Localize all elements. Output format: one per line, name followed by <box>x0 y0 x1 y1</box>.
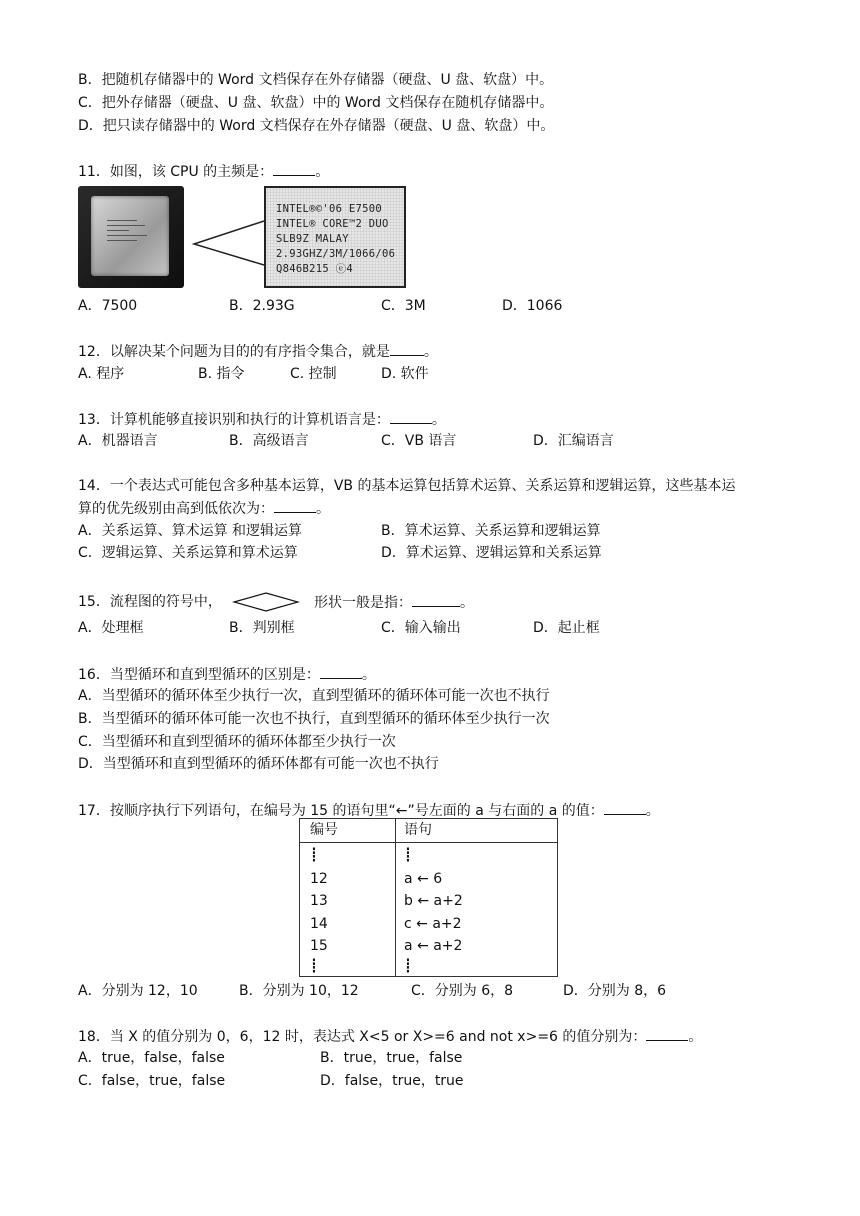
table-cell: ┋ <box>404 848 412 863</box>
answer-blank <box>646 1026 688 1041</box>
table-cell: a ← a+2 <box>404 938 463 954</box>
table-header-statement: 语句 <box>404 822 432 838</box>
q17-option-b: B．分别为 10，12 <box>239 983 359 999</box>
q18-option-c: C．false，true，false <box>78 1073 226 1089</box>
q18-stem-end: 。 <box>688 1029 703 1045</box>
q12-stem-end: 。 <box>423 344 438 360</box>
q17-option-d: D．分别为 8，6 <box>563 983 667 999</box>
cpu-label-line: Q846B215 ⓔ4 <box>276 263 354 275</box>
q13-stem-text: 13．计算机能够直接识别和执行的计算机语言是： <box>78 412 390 428</box>
table-cell: a ← 6 <box>404 871 443 887</box>
q15-stem-rest <box>314 592 474 613</box>
statement-table <box>299 818 558 977</box>
q17-stem-end: 。 <box>645 803 660 819</box>
answer-blank <box>604 800 646 815</box>
q13-option-a: A．机器语言 <box>78 433 158 449</box>
q18-stem-text: 18．当 X 的值分别为 0，6，12 时，表达式 X<5 or X>=6 and not x>=6 的值分别为： <box>78 1029 647 1045</box>
cpu-label-line: INTEL® CORE™2 DUO <box>276 218 389 230</box>
q12-stem <box>78 341 438 362</box>
q13-stem <box>78 409 446 430</box>
q13-option-d: D．汇编语言 <box>533 433 614 449</box>
table-cell: 15 <box>310 938 328 954</box>
q15-option-c: C．输入输出 <box>381 620 461 636</box>
q15-option-b: B．判别框 <box>229 620 295 636</box>
table-cell: ┋ <box>404 959 412 974</box>
q15-stem-start: 15．流程图的符号中， <box>78 594 222 610</box>
cpu-label-callout <box>264 186 406 288</box>
q13-option-c: C．VB 语言 <box>381 433 457 449</box>
q14-option-b: B．算术运算、关系运算和逻辑运算 <box>381 523 601 539</box>
table-cell: 13 <box>310 893 328 909</box>
q14-option-d: D．算术运算、逻辑运算和关系运算 <box>381 545 602 561</box>
q17-stem-text: 17．按顺序执行下列语句，在编号为 15 的语句里“←”号左面的 a 与右面的 a 的值： <box>78 803 604 819</box>
table-cell: c ← a+2 <box>404 916 462 932</box>
q14-stem-end: 。 <box>316 501 330 517</box>
answer-blank <box>412 592 460 607</box>
q14-stem-text: 算的优先级别由高到低依次为： <box>78 501 274 517</box>
q15-stem-text: 形状一般是指： <box>314 595 412 611</box>
q14-stem-line1: 14．一个表达式可能包含多种基本运算，VB 的基本运算包括算术运算、关系运算和逻辑运算，这些基本运 <box>78 478 736 494</box>
q18-option-b: B．true，true，false <box>320 1050 463 1066</box>
q11-option-a: A．7500 <box>78 298 138 314</box>
q10-option-c: C．把外存储器（硬盘、U 盘、软盘）中的 Word 文档保存在随机存储器中。 <box>78 95 554 111</box>
answer-blank <box>274 498 316 513</box>
q11-stem-end: 。 <box>315 164 330 180</box>
q14-option-a: A．关系运算、算术运算 和逻辑运算 <box>78 523 303 539</box>
table-cell: ┋ <box>310 959 318 974</box>
q11-option-b: B．2.93G <box>229 298 295 314</box>
cpu-label-line: SLB9Z MALAY <box>276 233 349 245</box>
q16-option-b: B．当型循环的循环体可能一次也不执行，直到型循环的循环体至少执行一次 <box>78 711 550 727</box>
q11-option-d: D．1066 <box>502 298 563 314</box>
q15-option-a: A．处理框 <box>78 620 144 636</box>
table-cell: b ← a+2 <box>404 893 463 909</box>
q16-option-d: D．当型循环和直到型循环的循环体都有可能一次也不执行 <box>78 756 439 772</box>
diamond-shape-icon <box>232 591 300 613</box>
table-cell: 12 <box>310 871 328 887</box>
table-header-number: 编号 <box>310 822 338 838</box>
q10-option-b: B．把随机存储器中的 Word 文档保存在外存储器（硬盘、U 盘、软盘）中。 <box>78 72 554 88</box>
q15-stem-end: 。 <box>460 595 474 611</box>
q13-stem-end: 。 <box>431 412 446 428</box>
q16-stem-end: 。 <box>361 667 376 683</box>
q16-option-c: C．当型循环和直到型循环的循环体都至少执行一次 <box>78 734 396 750</box>
table-cell: 14 <box>310 916 328 932</box>
q16-stem-text: 16．当型循环和直到型循环的区别是： <box>78 667 320 683</box>
q18-stem <box>78 1026 702 1047</box>
answer-blank <box>390 341 424 356</box>
q10-option-d: D．把只读存储器中的 Word 文档保存在外存储器（硬盘、U 盘、软盘）中。 <box>78 118 555 134</box>
callout-connector <box>0 0 860 300</box>
q15-option-d: D．起止框 <box>533 620 600 636</box>
q12-option-d: D. 软件 <box>381 366 429 382</box>
table-cell: ┋ <box>310 848 318 863</box>
q12-option-a: A. 程序 <box>78 366 125 382</box>
q13-option-b: B．高级语言 <box>229 433 309 449</box>
cpu-label-line: INTEL®©'06 E7500 <box>276 203 382 215</box>
q17-option-a: A．分别为 12，10 <box>78 983 198 999</box>
q11-option-c: C．3M <box>381 298 426 314</box>
q12-option-c: C. 控制 <box>290 366 337 382</box>
q16-option-a: A．当型循环的循环体至少执行一次，直到型循环的循环体可能一次也不执行 <box>78 688 550 704</box>
q16-stem <box>78 664 376 685</box>
q14-option-c: C．逻辑运算、关系运算和算术运算 <box>78 545 298 561</box>
q18-option-a: A．true，false，false <box>78 1050 225 1066</box>
q11-stem-text: 11．如图，该 CPU 的主频是： <box>78 164 274 180</box>
q14-stem-line2 <box>78 498 330 519</box>
q18-option-d: D．false，true，true <box>320 1073 464 1089</box>
answer-blank <box>320 664 362 679</box>
cpu-label-line: 2.93GHZ/3M/1066/06 <box>276 248 396 260</box>
q17-option-c: C．分别为 6，8 <box>411 983 514 999</box>
answer-blank <box>390 409 432 424</box>
q12-stem-text: 12．以解决某个问题为目的的有序指令集合，就是 <box>78 344 390 360</box>
q12-option-b: B. 指令 <box>198 366 245 382</box>
